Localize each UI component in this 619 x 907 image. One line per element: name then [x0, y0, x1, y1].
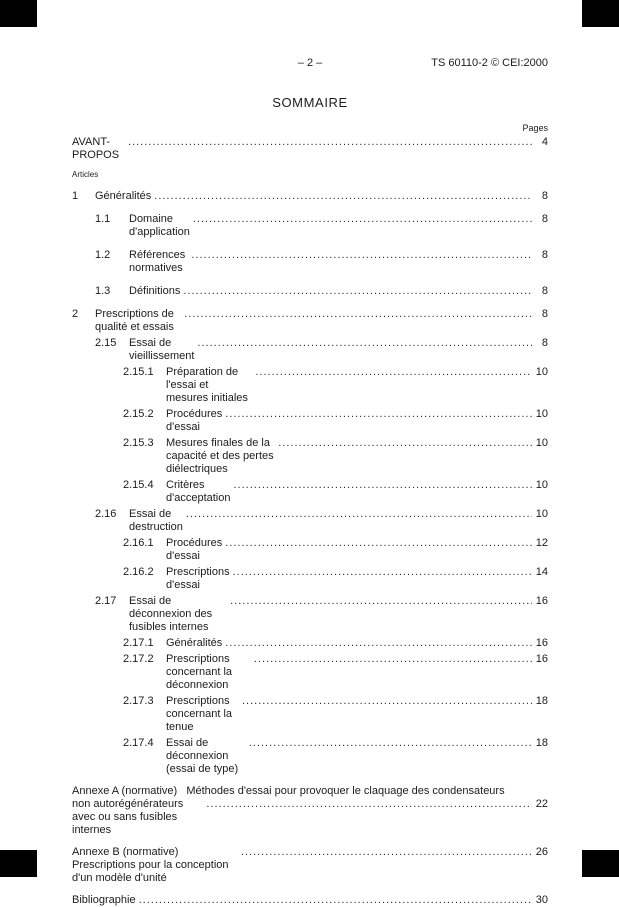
- dot-leader: [197, 337, 532, 350]
- toc-entry: [72, 894, 548, 907]
- dot-leader: [254, 653, 532, 666]
- toc-entry-title: Critères d'acceptation: [166, 479, 231, 504]
- toc-entry-page: 10: [535, 408, 548, 420]
- toc-entry-page: 26: [535, 846, 548, 858]
- toc-entry-page: 8: [541, 213, 548, 225]
- toc-entry-title: Références normatives: [129, 249, 186, 274]
- dot-leader: [233, 479, 532, 492]
- toc-entry: [72, 653, 548, 692]
- toc-entry-title: Essai de destruction: [129, 508, 183, 533]
- toc-entry: [72, 213, 548, 239]
- dot-leader: [154, 190, 532, 203]
- dot-leader: [230, 595, 532, 608]
- toc-entry-title-line1: Annexe A (normative) Méthodes d'essai pour provoquer le claquage des condensateurs: [72, 785, 505, 797]
- dot-leader: [191, 249, 532, 262]
- toc-page-content: [72, 0, 548, 907]
- toc-entry-page: 22: [535, 798, 548, 810]
- toc-entry-page: 18: [535, 695, 548, 707]
- toc-entry-number: 1.1: [95, 213, 111, 225]
- toc-entry-title: Prescriptions concernant la déconnexion: [166, 653, 233, 691]
- dot-leader: [225, 637, 532, 650]
- toc-entry-page: 10: [535, 437, 548, 449]
- toc-annex-list: [72, 785, 548, 907]
- registration-mark-top-left: [0, 0, 37, 27]
- toc-entry-line2: [72, 894, 548, 907]
- toc-entry-page: 16: [535, 595, 548, 607]
- dot-leader: [193, 213, 532, 226]
- toc-entry-title: Procédures d'essai: [166, 537, 223, 562]
- toc-entry-page: 12: [535, 537, 548, 549]
- toc-entry: [72, 595, 548, 634]
- toc-entry-line2: [72, 846, 548, 885]
- dot-leader: [233, 566, 532, 579]
- dot-leader: [184, 308, 532, 321]
- toc-entry-number: 2.17: [95, 595, 117, 607]
- toc-entry-title: non autorégénérateurs avec ou sans fusibles internes: [72, 798, 184, 836]
- articles-section-label: Articles: [72, 170, 99, 179]
- toc-entry: [72, 637, 548, 650]
- toc-entry: [72, 785, 548, 837]
- toc-entry-number: 2.15: [95, 337, 117, 349]
- toc-entry-title: Prescriptions de qualité et essais: [95, 308, 174, 333]
- toc-entry-title: Domaine d'application: [129, 213, 190, 238]
- toc-entry-title: Annexe B (normative) Prescriptions pour la conception d'un modèle d'unité: [72, 846, 229, 884]
- toc-entry-number: 2.17.4: [123, 737, 154, 749]
- toc-entry-title: Généralités: [95, 190, 152, 202]
- toc-entry-title: Prescriptions d'essai: [166, 566, 230, 591]
- toc-entry-page: 16: [535, 653, 548, 665]
- toc-entry-number: 2.15.3: [123, 437, 154, 449]
- toc-entry-page: 10: [535, 366, 548, 378]
- toc-entry: [72, 537, 548, 563]
- toc-entry-number: 2.17.2: [123, 653, 154, 665]
- toc-entry: [72, 566, 548, 592]
- document-reference: TS 60110-2 © CEI:2000: [431, 57, 548, 69]
- page-number: – 2 –: [297, 57, 323, 69]
- toc-entry-avant-propos: [72, 136, 548, 162]
- dot-leader: [183, 285, 532, 298]
- registration-mark-top-right: [582, 0, 619, 27]
- toc-articles-list: [72, 190, 548, 776]
- toc-entry: [72, 190, 548, 203]
- toc-entry-page: 8: [541, 337, 548, 349]
- dot-leader: [225, 537, 532, 550]
- toc-entry-line2: [72, 798, 548, 837]
- toc-entry-title: Bibliographie: [72, 894, 136, 906]
- toc-entry-number: 2.15.2: [123, 408, 154, 420]
- toc-entry: [72, 308, 548, 334]
- toc-entry-title: Essai de déconnexion (essai de type): [166, 737, 239, 775]
- toc-entry: [72, 408, 548, 434]
- dot-leader: [249, 737, 532, 750]
- toc-entry-number: 1.2: [95, 249, 111, 261]
- toc-entry: [72, 249, 548, 275]
- page-header: [72, 57, 548, 70]
- toc-entry-number: 2.15.4: [123, 479, 154, 491]
- toc-entry: [72, 337, 548, 363]
- toc-entry-page: 14: [535, 566, 548, 578]
- toc-entry-title: Prescriptions concernant la tenue: [166, 695, 233, 733]
- toc-entry-title: Procédures d'essai: [166, 408, 223, 433]
- toc-entry-number: 1: [72, 190, 79, 202]
- toc-entry-number: 2.17.3: [123, 695, 154, 707]
- toc-entry-page: 18: [535, 737, 548, 749]
- dot-leader: [206, 798, 532, 811]
- dot-leader: [242, 695, 532, 708]
- toc-entry: [72, 695, 548, 734]
- toc-entry-title: AVANT-PROPOS: [72, 136, 120, 161]
- toc-entry: [72, 737, 548, 776]
- toc-entry-page: 8: [541, 249, 548, 261]
- registration-mark-bottom-left: [0, 850, 37, 877]
- toc-entry: [72, 285, 548, 298]
- toc-entry-page: 4: [541, 136, 548, 148]
- toc-entry-page: 8: [541, 308, 548, 320]
- toc-entry-title: Préparation de l'essai et mesures initiales: [166, 366, 248, 404]
- dot-leader: [241, 846, 532, 859]
- toc-entry: [72, 366, 548, 405]
- pages-column-label: Pages: [522, 123, 548, 133]
- toc-entry-page: 10: [535, 508, 548, 520]
- toc-entry-title: Définitions: [129, 285, 181, 297]
- toc-entry-title: Généralités: [166, 637, 223, 649]
- toc-entry-page: 30: [535, 894, 548, 906]
- toc-entry-page: 8: [541, 190, 548, 202]
- toc-entry-number: 2.16.2: [123, 566, 154, 578]
- dot-leader: [278, 437, 532, 450]
- toc-entry-number: 2.15.1: [123, 366, 154, 378]
- dot-leader: [128, 136, 532, 149]
- toc-entry-page: 16: [535, 637, 548, 649]
- toc-entry-title: Mesures finales de la capacité et des pertes diélectriques: [166, 437, 274, 475]
- toc-entry-title: Essai de déconnexion des fusibles internes: [129, 595, 213, 633]
- toc-title: SOMMAIRE: [272, 95, 348, 110]
- toc-entry-number: 2.17.1: [123, 637, 154, 649]
- toc-entry: [72, 437, 548, 476]
- toc-entry: [72, 479, 548, 505]
- dot-leader: [255, 366, 532, 379]
- dot-leader: [186, 508, 532, 521]
- toc-entry-number: 2: [72, 308, 79, 320]
- registration-mark-bottom-right: [582, 850, 619, 877]
- toc-entry-number: 2.16: [95, 508, 117, 520]
- toc-entry-number: 1.3: [95, 285, 111, 297]
- dot-leader: [139, 894, 532, 907]
- toc-entry-title: Essai de vieillissement: [129, 337, 195, 362]
- dot-leader: [225, 408, 532, 421]
- toc-entry-page: 10: [535, 479, 548, 491]
- toc-entry: [72, 846, 548, 885]
- toc-entry: [72, 508, 548, 534]
- toc-entry-number: 2.16.1: [123, 537, 154, 549]
- toc-entry-page: 8: [541, 285, 548, 297]
